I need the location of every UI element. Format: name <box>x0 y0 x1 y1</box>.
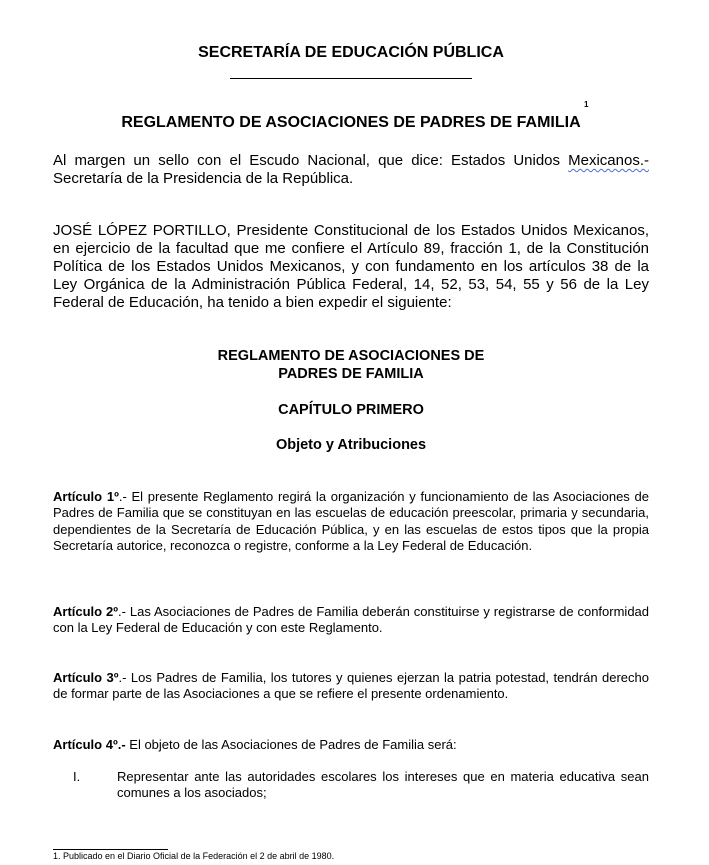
footnote-text: 1. Publicado en el Diario Oficial de la Federación el 2 de abril de 1980. <box>53 851 335 861</box>
article-separator: .- <box>118 604 130 619</box>
article-3 <box>53 670 649 703</box>
article-text: El presente Reglamento regirá la organización y funcionamiento de las Asociaciones de Padres de Familia que se constituyan en las escuelas de educación preescolar, primaria y secundaria, dependientes de la Secretaría de Educación Pública, y en las escuelas de estos tipos que la propia Secretaría autorice, reconozca o registre, conforme a la Ley Federal de Educación. <box>53 489 649 554</box>
seal-paragraph <box>53 152 649 188</box>
article-4 <box>53 737 649 753</box>
heading-divider <box>230 78 472 79</box>
chapter-heading: CAPÍTULO PRIMERO <box>278 402 424 418</box>
chapter-subtitle: Objeto y Atribuciones <box>275 437 427 453</box>
article-label: Artículo 1º <box>53 489 119 504</box>
regulation-title-line2: PADRES DE FAMILIA <box>278 366 424 382</box>
article-1 <box>53 489 649 555</box>
article-text: El objeto de las Asociaciones de Padres de Familia será: <box>129 737 457 752</box>
article-text: Las Asociaciones de Padres de Familia deberán constituirse y registrarse de conformidad con la Ley Federal de Educación y con este Reglamento. <box>53 604 650 636</box>
article-label: Artículo 3º <box>53 670 119 685</box>
seal-text-start: Al margen un sello con el Escudo Nacional, que dice: Estados Unidos <box>53 152 569 169</box>
agency-heading: SECRETARÍA DE EDUCACIÓN PÚBLICA <box>198 44 504 61</box>
document-title: REGLAMENTO DE ASOCIACIONES DE PADRES DE FAMILIA <box>121 114 581 131</box>
preamble-paragraph: JOSÉ LÓPEZ PORTILLO, Presidente Constitucional de los Estados Unidos Mexicanos, en ejercicio de la facultad que me confiere el Artículo 89, fracción 1, de la Constitución Política de los Estados Unidos Mexicanos, y con fundamento en los artículos 38 de la Ley Orgánica de la Administración Pública Federal, 14, 52, 53, 54, 55 y 56 de la Ley Federal de Educación, ha tenido a bien expedir el siguiente: <box>53 222 649 311</box>
seal-text-end: Secretaría de la Presidencia de la República. <box>53 170 354 187</box>
footnote-divider <box>53 849 168 850</box>
article-separator: .- <box>118 670 131 685</box>
seal-text-marked: Mexicanos.- <box>568 152 649 169</box>
list-item-number: I. <box>73 769 81 784</box>
article-text: Los Padres de Familia, los tutores y quienes ejerzan la patria potestad, tendrán derecho de formar parte de las Asociaciones a que se refiere el presente ordenamiento. <box>53 670 649 702</box>
footnote-marker: 1 <box>584 100 589 109</box>
article-separator: .- <box>118 489 132 504</box>
article-2 <box>53 604 649 637</box>
article-label: Artículo 2º <box>53 604 118 619</box>
regulation-title-line1: REGLAMENTO DE ASOCIACIONES DE <box>217 348 485 364</box>
article-label: Artículo 4º.- <box>53 737 126 752</box>
list-item-text: Representar ante las autoridades escolares los intereses que en materia educativa sean comunes a los asociados; <box>117 769 649 801</box>
